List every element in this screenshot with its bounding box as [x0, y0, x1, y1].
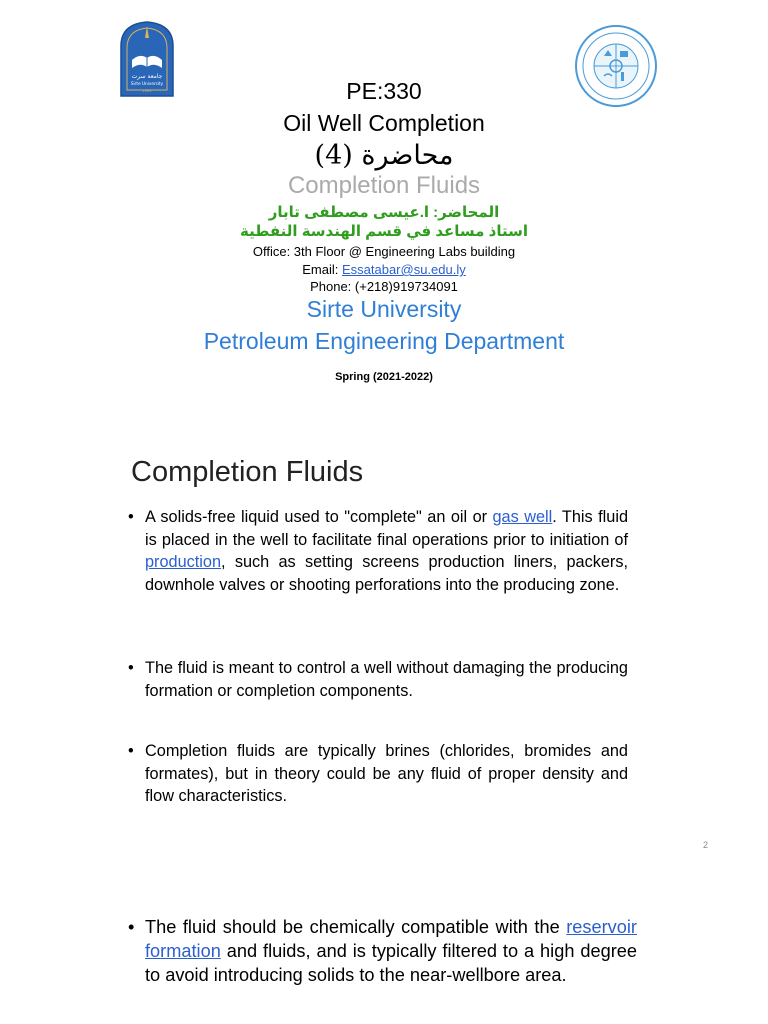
slide-title: Completion Fluids	[131, 456, 364, 488]
bullet-text: The fluid should be chemically compatible with the reservoir formation and fluids, and is typically filtered to a high degree to avoid introducing solids to the near-wellbore area.	[145, 917, 637, 985]
bullet-icon: •	[128, 742, 134, 760]
bullet-item	[128, 740, 628, 808]
bullet-text: A solids-free liquid used to "complete" an oil or gas well. This fluid is placed in the well to facilitate final operations prior to initiation of production, such as setting screens production liners, packers, downhole valves or shooting perforations into the producing zone.	[145, 508, 629, 594]
formation-link[interactable]: formation	[145, 941, 221, 961]
topic-title: Completion Fluids	[287, 172, 481, 199]
email-line	[0, 262, 768, 277]
email-label: Email:	[302, 262, 342, 277]
bullet-item	[128, 657, 628, 702]
phone-number: Phone: (+218)919734091	[310, 279, 458, 294]
bullet-icon: •	[128, 659, 134, 677]
gas-well-link[interactable]: gas well	[492, 508, 553, 526]
page-number: 2	[703, 840, 709, 850]
logo-year: 1991	[142, 89, 152, 93]
production-link[interactable]: production	[145, 553, 222, 572]
logo-text-ar: جامعة سرت	[131, 73, 163, 80]
lecturer-position-ar: استاذ مساعد في قسم الهندسة النفطية	[240, 223, 528, 240]
course-title: Oil Well Completion	[283, 110, 485, 136]
bullet-icon: •	[128, 917, 135, 937]
course-code: PE:330	[346, 78, 422, 104]
bullet-item	[128, 915, 637, 987]
reservoir-link[interactable]: reservoir	[566, 917, 637, 937]
bullet-icon: •	[128, 508, 134, 526]
logo-text-en: Sirte University	[130, 81, 164, 86]
bullet-text: The fluid is meant to control a well without damaging the producing formation or completion components.	[145, 659, 628, 700]
lecturer-name-ar: المحاضر: ا.عيسى مصطفى تابار	[268, 204, 500, 221]
email-link[interactable]: Essatabar@su.edu.ly	[341, 262, 466, 277]
bullet-item	[128, 506, 628, 596]
lecture-number-ar: محاضرة (4)	[314, 140, 454, 171]
department-name: Petroleum Engineering Department	[203, 328, 565, 354]
university-name: Sirte University	[306, 296, 462, 322]
office-location: Office: 3th Floor @ Engineering Labs building	[252, 244, 516, 259]
term: Spring (2021-2022)	[335, 371, 433, 383]
bullet-text: Completion fluids are typically brines (chlorides, bromides and formates), but in theory could be any fluid of proper density and flow characteristics.	[145, 742, 628, 806]
